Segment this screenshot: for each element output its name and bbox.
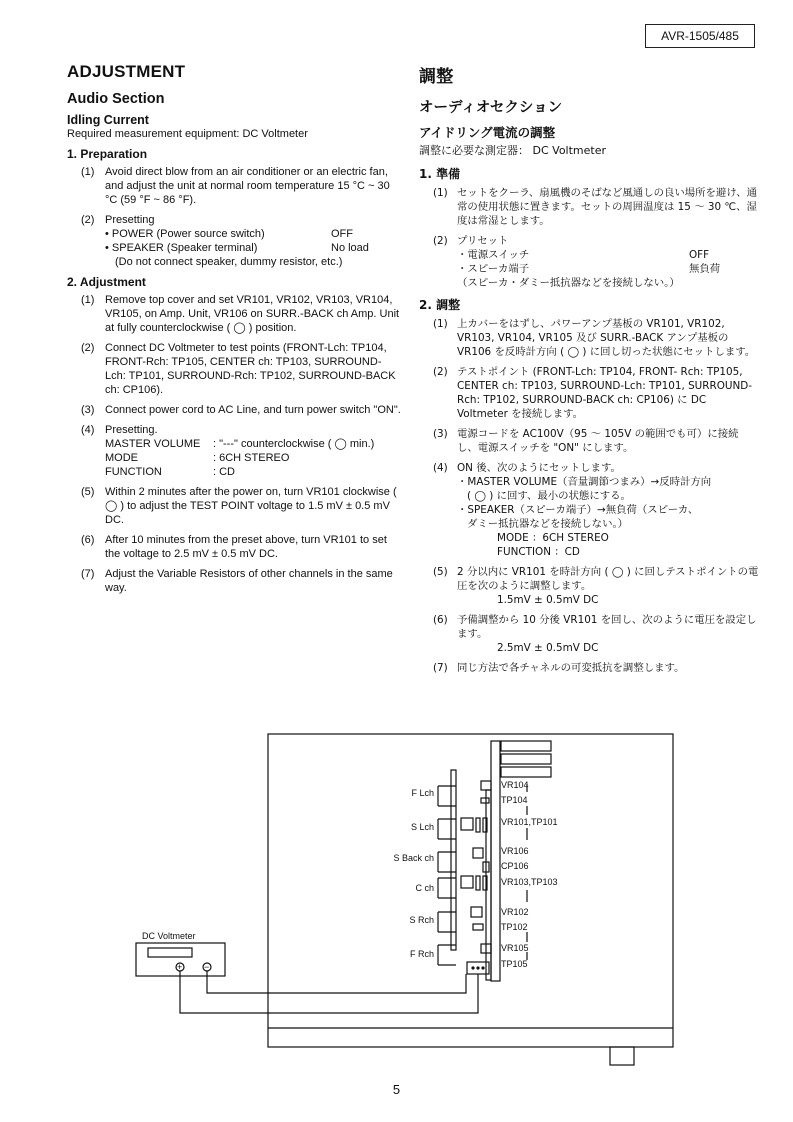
- preset-row: MASTER VOLUME : "---" counterclockwise ( ◯ min.): [105, 438, 375, 450]
- preset-row: • POWER (Power source switch) OFF: [105, 228, 353, 240]
- page-title: ADJUSTMENT: [67, 62, 186, 81]
- svg-text:+: +: [177, 962, 183, 972]
- list-item: (4) ON 後、次のようにセットします。 ・MASTER VOLUME（音量調節つまみ）→反時計方向 ( ◯ ) に回す、最小の状態にする。 ・SPEAKER（スピーカ端子）→無負荷（スピーカ、 ダミー抵抗器などを接続しない。） MODE ：6CH STEREO FUNCTION ：CD: [419, 461, 759, 559]
- list-item: (6) After 10 minutes from the preset above, turn VR101 to set the voltage to 2.5 mV ± 0.5 mV DC.: [81, 534, 387, 560]
- list-item: (3) 電源コードを AC100V（95 ～ 105V の範囲でも可）に接続し、電源スイッチを "ON" にします。: [433, 428, 739, 454]
- preset-line: ダミー抵抗器などを接続しない。）: [467, 518, 629, 530]
- amplifier-chassis: [268, 734, 673, 1047]
- vr-label: VR103,TP103: [501, 877, 558, 887]
- channel-label: S Back ch: [393, 853, 434, 863]
- list-item: (5) 2 分以内に VR101 を時計方向 ( ◯ ) に回しテストポイントの電圧を次のように調整します。 1.5mV ± 0.5mV DC: [433, 566, 759, 606]
- meter-label: DC Voltmeter: [142, 931, 196, 941]
- vr-label: CP106: [501, 861, 529, 871]
- preset-row: • SPEAKER (Speaker terminal) No load: [105, 242, 369, 254]
- required-equipment-jp: 調整に必要な測定器： DC Voltmeter: [419, 144, 606, 157]
- list-item: (7) Adjust the Variable Resistors of other channels in the same way.: [81, 568, 393, 594]
- subsection-title-jp: アイドリング電流の調整: [419, 125, 556, 140]
- list-item: (1) セットをクーラ、扇風機のそばなど風通しの良い場所を避け、通常の使用状態に置きます。セットの周囲温度は 15 ～ 30 ℃、湿度は常湿とします。: [433, 187, 758, 227]
- list-item: (5) Within 2 minutes after the power on, turn VR101 clockwise ( ◯ ) to adjust the TEST POINT voltage to 1.5 mV ± 0.5 mV DC.: [81, 486, 397, 526]
- list-item: (2) Presetting • POWER (Power source switch) OFF • SPEAKER (Speaker terminal) No load (Do not connect speaker, dummy resistor, etc.): [67, 213, 402, 269]
- preset-note: （スピーカ・ダミー抵抗器などを接続しない。）: [457, 277, 680, 289]
- preset-row: ・スピーカ端子 無負荷: [457, 263, 721, 275]
- vr-label: VR106: [501, 846, 529, 856]
- list-item: (2) テストポイント (FRONT-Lch: TP104, FRONT- Rch: TP105, CENTER ch: TP103, SURROUND-Lch: TP101, SURROUND-Rch: TP102, SURROUND-BACK ch: CP106) に DC Voltmeter を接続します。: [433, 366, 753, 420]
- page-title-jp: 調整: [419, 67, 454, 87]
- preset-line: MODE ：6CH STEREO: [497, 532, 609, 544]
- voltage-value: 2.5mV ± 0.5mV DC: [497, 642, 599, 654]
- list-item: (7) 同じ方法で各チャネルの可変抵抗を調整します。: [433, 662, 685, 674]
- vr-label: VR104: [501, 780, 529, 790]
- adjustment-heading-jp: 2. 調整: [419, 298, 461, 312]
- channel-label: S Rch: [409, 915, 434, 925]
- required-equipment: Required measurement equipment: DC Voltmeter: [67, 128, 308, 140]
- subsection-title: Idling Current: [67, 113, 149, 127]
- adjustment-heading: 2. Adjustment: [67, 275, 146, 289]
- list-item: (1) Avoid direct blow from an air conditioner or an electric fan, and adjust the unit at normal room temperature 15 °C ~ 30 °C (59 °F ~ 86 °F).: [81, 166, 390, 206]
- channel-label: C ch: [415, 883, 434, 893]
- preset-row: ・電源スイッチ OFF: [457, 249, 710, 261]
- channel-label: F Rch: [409, 949, 434, 959]
- section-title-jp: オーディオセクション: [419, 100, 563, 116]
- list-item: (1) 上カバーをはずし、パワーアンプ基板の VR101, VR102, VR103, VR104, VR105 及び SURR.-BACK アンプ基板の VR106 を反時計方向 ( ◯ ) に回し切った状態にセットします。: [433, 318, 756, 358]
- section-title: Audio Section: [67, 91, 165, 107]
- list-item: (4) Presetting. MASTER VOLUME : "---" counterclockwise ( ◯ min.) MODE : 6CH STEREO FUNCTION : CD: [67, 423, 402, 479]
- preset-line: ・MASTER VOLUME（音量調節つまみ）→反時計方向: [457, 476, 712, 488]
- list-item: (2) プリセット ・電源スイッチ OFF ・スピーカ端子 無負荷 （スピーカ・ダミー抵抗器などを接続しない。）: [419, 234, 759, 290]
- list-item: (1) Remove top cover and set VR101, VR102, VR103, VR104, VR105, on Amp. Unit, VR106 on SURR.-BACK ch Amp. Unit at fully counterclockwise ( ◯ ) position.: [81, 294, 400, 334]
- list-item: (6) 予備調整から 10 分後 VR101 を回し、次のように電圧を設定します。 2.5mV ± 0.5mV DC: [419, 613, 759, 655]
- vr-label: VR101,TP101: [501, 817, 558, 827]
- channel-label: F Lch: [411, 788, 434, 798]
- vr-label: VR105: [501, 943, 529, 953]
- list-item: (3) Connect power cord to AC Line, and turn power switch "ON".: [81, 404, 401, 416]
- preset-note: (Do not connect speaker, dummy resistor, etc.): [115, 256, 343, 268]
- preparation-heading-jp: 1. 準備: [419, 167, 461, 181]
- vr-label: TP104: [501, 795, 528, 805]
- model-number: AVR-1505/485: [645, 24, 755, 48]
- preset-line: ・SPEAKER（スピーカ端子）→無負荷（スピーカ、: [457, 504, 699, 516]
- svg-text:−: −: [204, 962, 210, 972]
- vr-label: TP105: [501, 959, 528, 969]
- preset-row: FUNCTION : CD: [105, 466, 235, 478]
- voltage-value: 1.5mV ± 0.5mV DC: [497, 594, 599, 606]
- preset-line: FUNCTION ：CD: [497, 546, 580, 558]
- preset-row: MODE : 6CH STEREO: [105, 452, 290, 464]
- chassis-foot: [610, 1047, 634, 1065]
- page-number: 5: [392, 1082, 401, 1097]
- vr-label: TP102: [501, 922, 528, 932]
- vr-label: VR102: [501, 907, 529, 917]
- preset-line: ( ◯ ) に回す、最小の状態にする。: [467, 490, 631, 502]
- channel-label: S Lch: [410, 822, 434, 832]
- preparation-heading: 1. Preparation: [67, 147, 148, 161]
- list-item: (2) Connect DC Voltmeter to test points (FRONT-Lch: TP104, FRONT-Rch: TP105, CENTER ch: TP103, SURROUND-Lch: TP101, SURROUND-Rch: TP102, SURROUND-BACK ch: CP106).: [81, 342, 396, 396]
